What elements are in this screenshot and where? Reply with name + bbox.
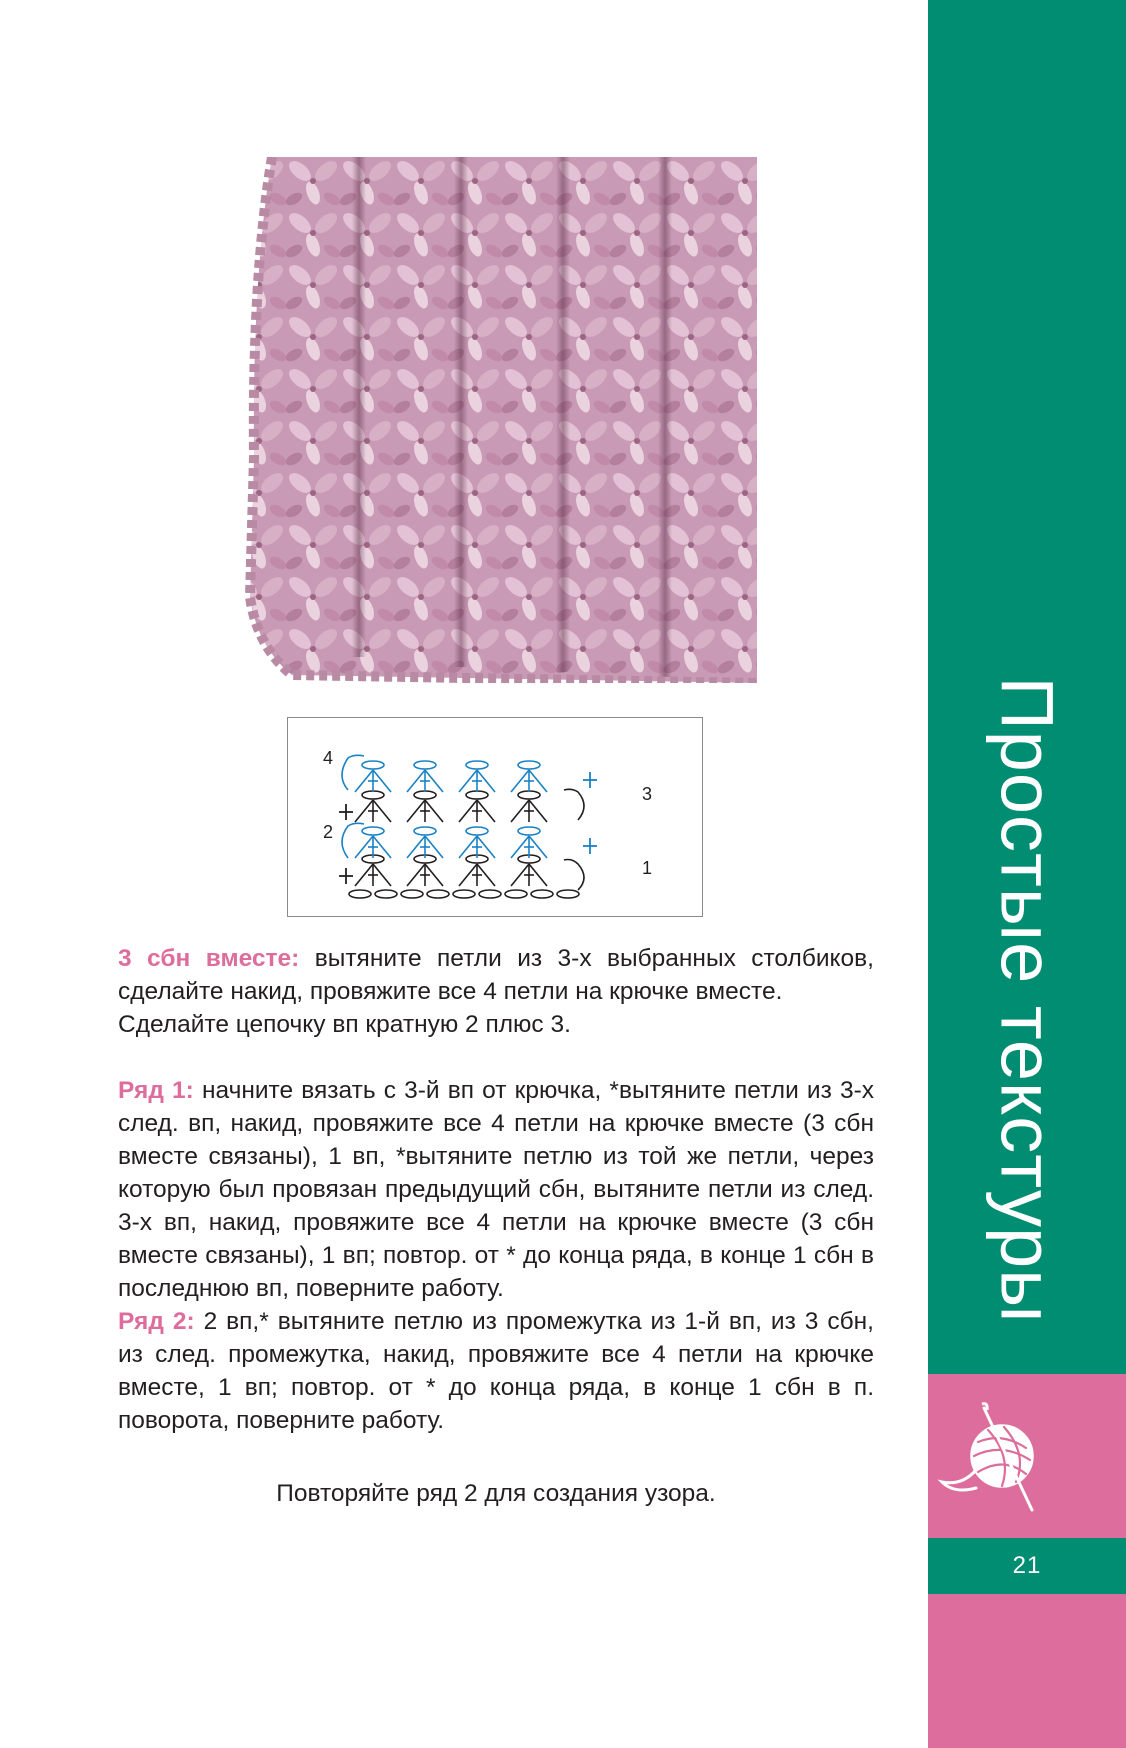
chain-stitch bbox=[362, 827, 384, 835]
intro-label: 3 сбн вместе: bbox=[118, 945, 300, 972]
chain-stitch bbox=[349, 890, 371, 898]
crochet-chart-symbols bbox=[288, 718, 704, 918]
chain-stitch bbox=[414, 827, 436, 835]
turning-chain bbox=[342, 823, 364, 858]
chain-stitch bbox=[479, 890, 501, 898]
chain-stitch bbox=[531, 890, 553, 898]
row-number-2: 2 bbox=[323, 822, 334, 842]
chain-paragraph: Сделайте цепочку вп кратную 2 плюс 3. bbox=[118, 1011, 571, 1038]
chain-stitch bbox=[414, 791, 436, 799]
row1-text: начните вязать с 3-й вп от крючка, *вытяните петли из 3-х след. вп, накид, провяжите все 4 петли на крючке вместе (3 сбн вместе связаны), 1 вп, *вытяните петлю из той же петли, через которую был провязан предыдущий сбн, вытяните петли из след. 3-х вп, накид, провяжите все 4 петли на крючке вместе (3 сбн вместе связаны), 1 вп; повтор. от * до конца ряда, в конце 1 сбн в последнюю вп, поверните работу. bbox=[118, 1077, 875, 1302]
turning-chain bbox=[564, 860, 584, 891]
chain-stitch bbox=[518, 827, 540, 835]
chain-stitch bbox=[466, 761, 488, 769]
section-title: Простые текстуры bbox=[985, 676, 1069, 1324]
chain-stitch bbox=[557, 890, 579, 898]
intro-paragraph bbox=[118, 942, 874, 1008]
turning-chain bbox=[564, 789, 584, 820]
row-number-4: 4 bbox=[323, 748, 334, 768]
chain-stitch bbox=[427, 890, 449, 898]
crochet-chart bbox=[287, 717, 703, 917]
chain-stitch bbox=[401, 890, 423, 898]
chain-stitch bbox=[466, 827, 488, 835]
chain-stitch bbox=[453, 890, 475, 898]
chain-stitch bbox=[362, 791, 384, 799]
row2-paragraph bbox=[118, 1305, 874, 1437]
chain-stitch bbox=[375, 890, 397, 898]
instructions bbox=[118, 942, 874, 1437]
chain-stitch bbox=[505, 890, 527, 898]
row-number-3: 3 bbox=[642, 784, 653, 804]
chain-stitch bbox=[362, 761, 384, 769]
chain-stitch bbox=[518, 791, 540, 799]
yarn-ball-hook-icon bbox=[932, 1398, 1052, 1518]
crochet-swatch-photo bbox=[232, 157, 757, 683]
row2-text: 2 вп,* вытяните петлю из промежутка из 1-й вп, из 3 сбн, из след. промежутка, накид, провяжите все 4 петли на крючке вместе, 1 вп; повтор. от * до конца ряда, в конце 1 сбн в п. поворота, поверните работу. bbox=[118, 1308, 874, 1434]
row1-paragraph bbox=[118, 1074, 874, 1305]
chain-stitch bbox=[466, 791, 488, 799]
intro-text: вытяните петли из 3-х выбранных столбиков, сделайте накид, провяжите все 4 петли на крючке вместе. bbox=[118, 945, 874, 1005]
sidebar-pink-band bbox=[928, 1594, 1126, 1748]
chain-stitch bbox=[518, 761, 540, 769]
chain-stitch bbox=[414, 761, 436, 769]
closing-line: Повторяйте ряд 2 для создания узора. bbox=[276, 1480, 716, 1507]
page-number: 21 bbox=[1012, 1552, 1042, 1579]
row-number-1: 1 bbox=[642, 858, 653, 878]
row2-label: Ряд 2: bbox=[118, 1308, 195, 1335]
row1-label: Ряд 1: bbox=[118, 1077, 194, 1104]
